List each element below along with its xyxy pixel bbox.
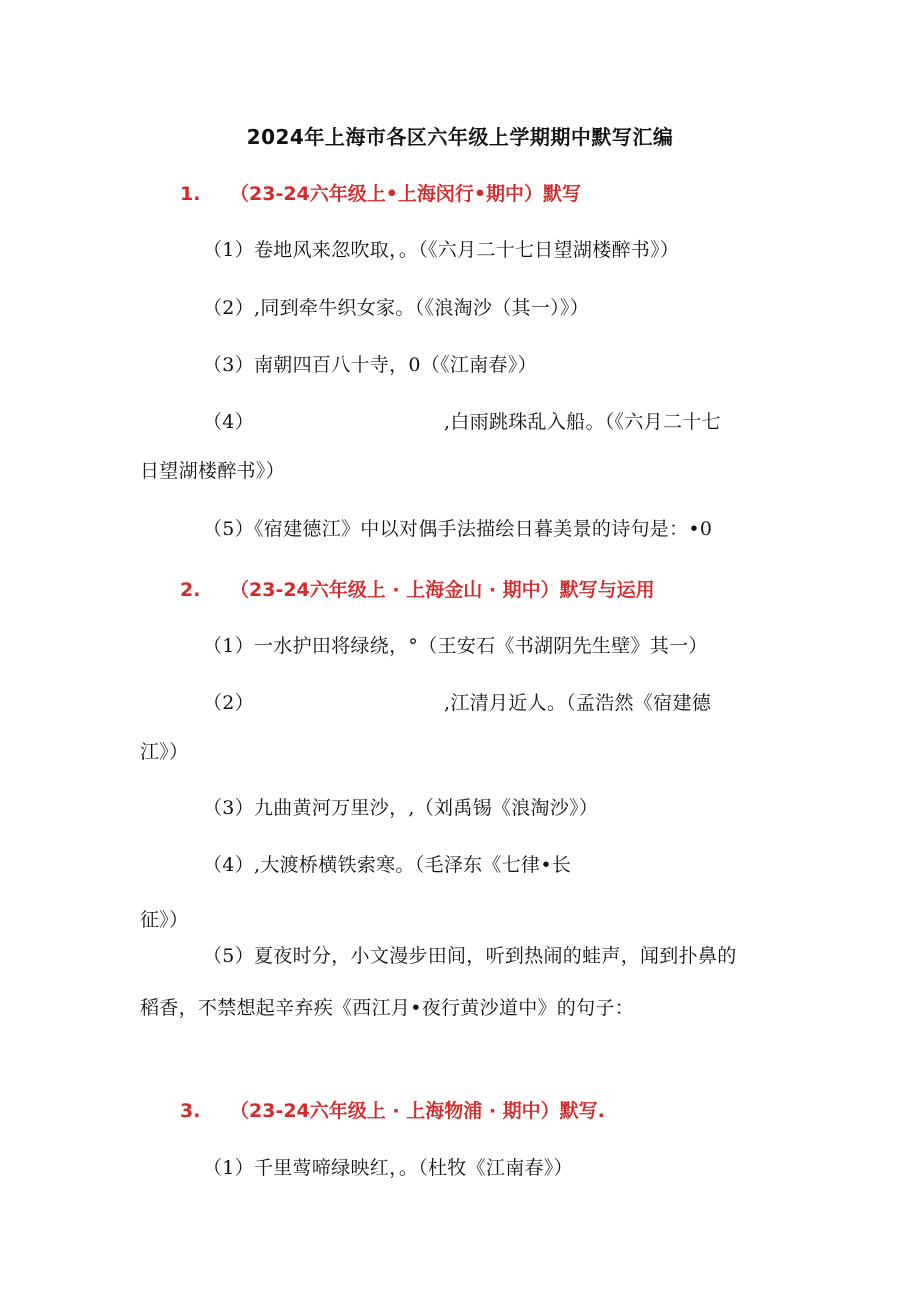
- item-line: 日望湖楼醉书》）: [140, 460, 285, 482]
- section-title: （23-24六年级上 · 上海金山 · 期中）默写与运用: [230, 579, 655, 601]
- item-line: （5）《宿建德江》中以对偶手法描绘日暮美景的诗句是：•0: [203, 518, 713, 540]
- item-line: （4）: [203, 411, 254, 433]
- item-line: 江》）: [140, 741, 189, 763]
- item-line: （1）千里莺啼绿映红，。（杜牧《江南春》）: [203, 1157, 573, 1179]
- item-line: 征》）: [140, 909, 189, 931]
- item-line: （2）,同到牵牛织女家。（《浪淘沙（其一）》）: [203, 297, 590, 319]
- item-line: （1）卷地风来忽吹取，。（《六月二十七日望湖楼醉书》）: [203, 239, 680, 261]
- section-heading: [180, 179, 581, 206]
- item-line: （3）南朝四百八十寺，0（《江南春》）: [203, 354, 537, 376]
- section-heading: [180, 1096, 605, 1123]
- item-line: （3）九曲黄河万里沙，,（刘禹锡《浪淘沙》）: [203, 797, 599, 819]
- item-line: （4）,大渡桥横铁索寒。（毛泽东《七律•长: [203, 854, 572, 876]
- item-line: （5）夏夜时分，小文漫步田间，听到热闹的蛙声，闻到扑鼻的: [203, 945, 737, 967]
- page-title: 2024年上海市各区六年级上学期期中默写汇编: [246, 125, 674, 149]
- item-line: （1）一水护田将绿绕，°（王安石《书湖阴先生壁》其一）: [203, 635, 708, 657]
- item-line: （2）: [203, 692, 254, 714]
- section-number: 2.: [180, 579, 201, 601]
- section-title: （23-24六年级上 · 上海物浦 · 期中）默写.: [230, 1100, 605, 1122]
- section-number: 3.: [180, 1100, 201, 1122]
- item-line: ,白雨跳珠乱入船。（《六月二十七: [444, 411, 721, 433]
- item-line: ,江清月近人。（孟浩然《宿建德: [444, 692, 712, 714]
- section-heading: [180, 575, 655, 602]
- section-number: 1.: [180, 183, 201, 205]
- section-title: （23-24六年级上•上海闵行•期中）默写: [230, 183, 582, 205]
- item-line: 稻香，不禁想起辛弃疾《西江月•夜行黄沙道中》的句子：: [140, 997, 635, 1019]
